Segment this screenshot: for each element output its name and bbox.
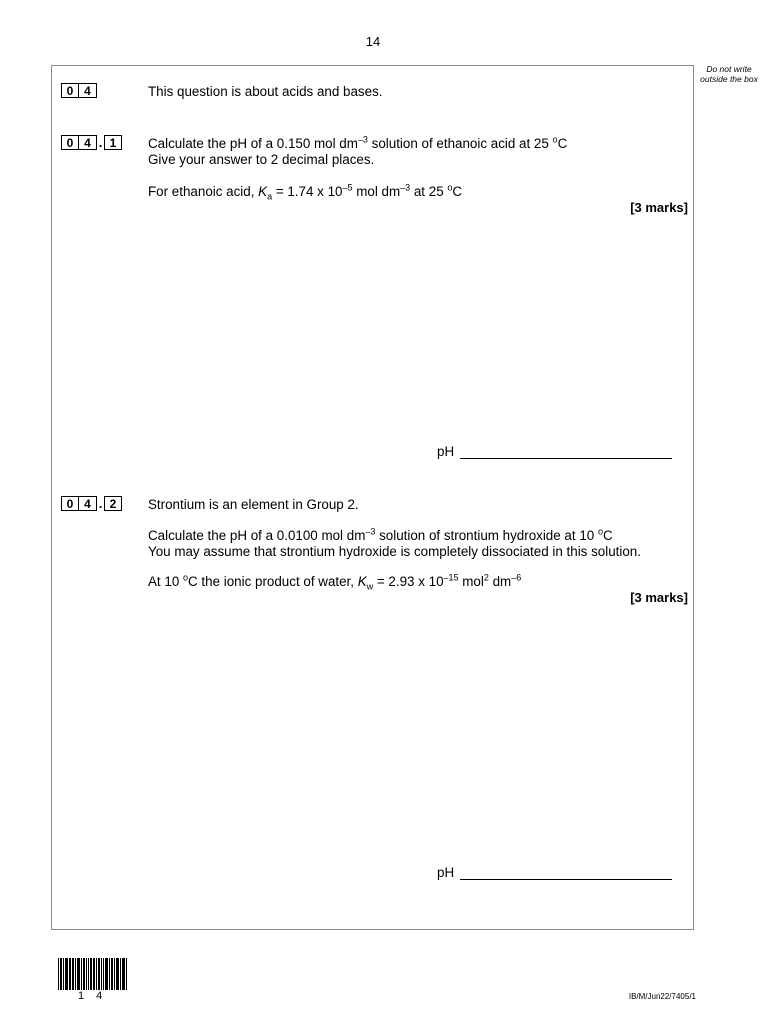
barcode (58, 958, 128, 990)
ph-answer-line[interactable] (460, 865, 672, 880)
margin-note: Do not write outside the box (700, 64, 758, 84)
question-number-04-2: 0 4 . 2 (61, 496, 122, 511)
question-04-2-line1: Strontium is an element in Group 2. (148, 497, 359, 512)
question-number-04-1: 0 4 . 1 (61, 135, 122, 150)
ph-answer-line[interactable] (460, 444, 672, 459)
paper-reference: IB/M/Jun22/7405/1 (628, 992, 696, 1001)
ph-label: pH (437, 865, 455, 880)
digit-box: 4 (79, 135, 97, 150)
question-04-1-ka: For ethanoic acid, $K_a = 1.74$ x $10^{-5}$ mol $dm^{-3}$ at 25 $^o$C (148, 182, 463, 202)
question-04-1-answer (437, 444, 672, 459)
question-04-2-marks: [3 marks] (630, 590, 688, 605)
digit-box: 0 (61, 83, 79, 98)
question-04-2-answer (437, 865, 672, 880)
digit-box: 0 (61, 496, 79, 511)
digit-box: 1 (104, 135, 122, 150)
digit-box: 2 (104, 496, 122, 511)
question-04-intro: This question is about acids and bases. (148, 84, 383, 99)
question-04-2-line2: Calculate the pH of a 0.0100 mol $dm^{-3}$ solution of strontium hydroxide at 10 $^o$C (148, 526, 613, 543)
barcode-digits: 14 (78, 990, 115, 1002)
question-number-04 (61, 83, 97, 98)
ph-label: pH (437, 444, 455, 459)
question-04-1-marks: [3 marks] (630, 200, 688, 215)
digit-box: 4 (79, 496, 97, 511)
page-number: 14 (365, 34, 381, 49)
question-04-1-line2: Give your answer to 2 decimal places. (148, 152, 375, 167)
question-04-2-kw: At 10 $^o$C the ionic product of water, $K_w = 2.93$ x $10^{-15}$ mol$^2$ $dm^{-6}$ (148, 572, 522, 592)
question-04-1-line1: Calculate the pH of a 0.150 mol $dm^{-3}$ solution of ethanoic acid at 25 $^o$C (148, 134, 568, 151)
question-04-2-line3: You may assume that strontium hydroxide is completely dissociated in this solution. (148, 544, 641, 559)
digit-box: 4 (79, 83, 97, 98)
digit-box: 0 (61, 135, 79, 150)
